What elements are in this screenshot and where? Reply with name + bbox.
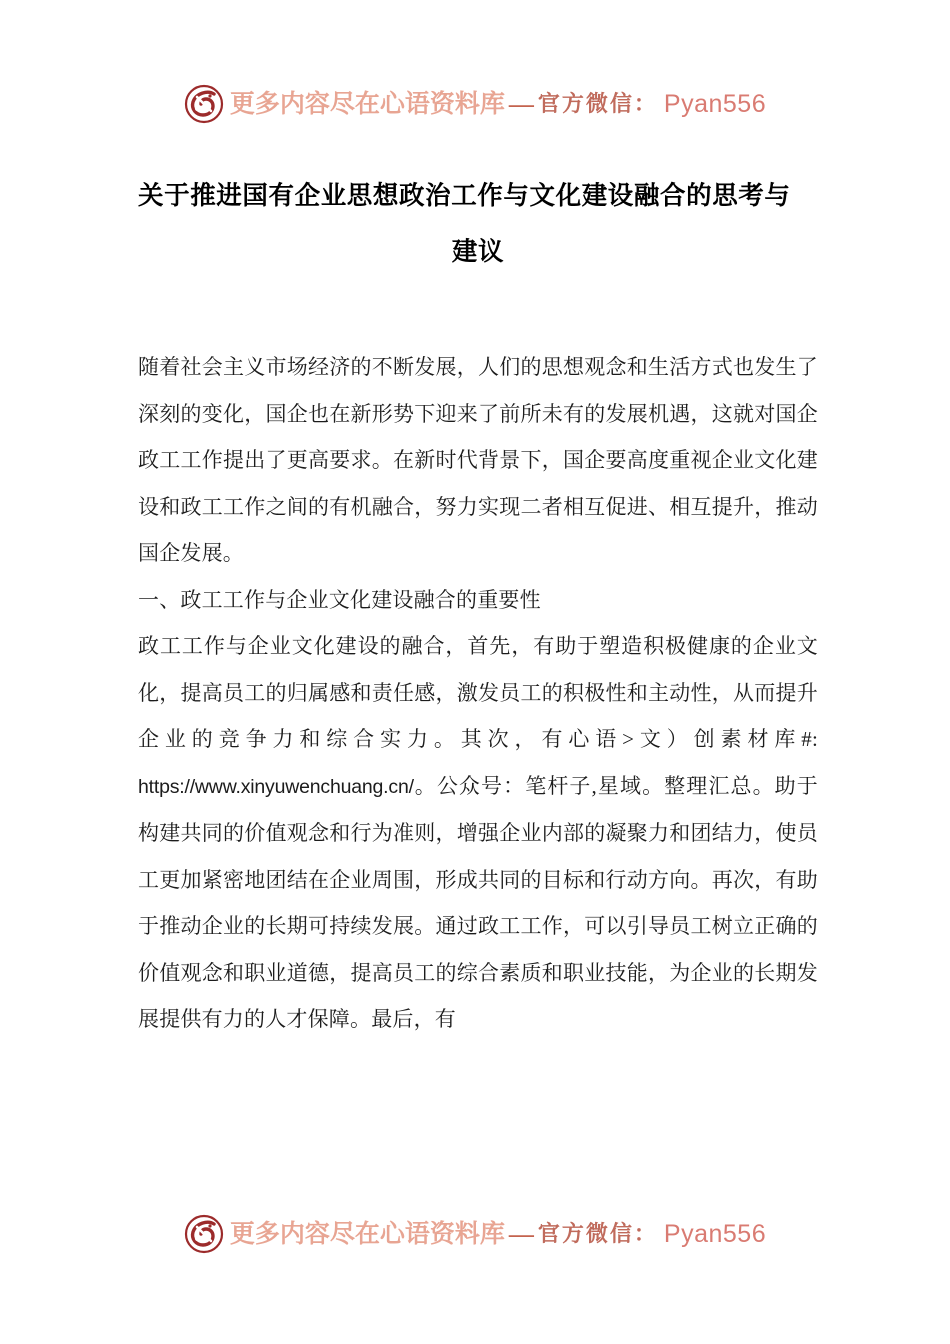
paragraph-importance-part-1: 政工工作与企业文化建设的融合，首先，有助于塑造积极健康的企业文化，提高员工的归属感和责任感，激发员工的积极性和主动性，从而提升企业的竞争力和综合实力。其次，有心语>文）创素材库#: xyxy=(138,634,818,752)
watermark-handle: Pyan556 xyxy=(663,89,767,118)
page-title-line-1: 关于推进国有企业思想政治工作与文化建设融合的思考与 xyxy=(138,182,791,210)
paragraph-importance-part-2: 。公众号：笔杆子,星域。整理汇总。助于构建共同的价值观念和行为准则，增强企业内部的凝聚力和团结力，使员工更加紧密地团结在企业周围，形成共同的目标和行动方向。再次，有助于推动企业的长期可持续发展。通过政工工作，可以引导员工树立正确的价值观念和职业道德，提高员工的综合素质和职业技能，为企业的长期发展提供有力的人才保障。最后，有 xyxy=(138,773,818,1032)
watermark-footer xyxy=(0,1214,950,1254)
swirl-emblem-icon xyxy=(184,1214,224,1254)
document-body xyxy=(138,344,818,1043)
swirl-emblem-icon xyxy=(184,84,224,124)
watermark-sub-text: 官方微信： xyxy=(537,1221,658,1246)
watermark-header xyxy=(0,84,950,124)
watermark-main-text: 更多内容尽在心语资料库 xyxy=(229,1220,505,1248)
source-url-text: https://www.xinyuwenchuang.cn/ xyxy=(138,775,414,798)
watermark-dash: — xyxy=(508,90,534,118)
document-content xyxy=(138,168,818,1043)
watermark-handle: Pyan556 xyxy=(663,1219,767,1248)
page-title xyxy=(138,168,818,280)
paragraph-intro: 随着社会主义市场经济的不断发展，人们的思想观念和生活方式也发生了深刻的变化，国企也在新形势下迎来了前所未有的发展机遇，这就对国企政工工作提出了更高要求。在新时代背景下，国企要高度重视企业文化建设和政工工作之间的有机融合，努力实现二者相互促进、相互提升，推动国企发展。 xyxy=(138,355,818,566)
section-heading-1: 一、政工工作与企业文化建设融合的重要性 xyxy=(138,587,541,612)
watermark-sub-text: 官方微信： xyxy=(537,91,658,116)
watermark-main-text: 更多内容尽在心语资料库 xyxy=(229,90,505,118)
paragraph-importance xyxy=(138,623,818,1043)
page-title-line-2: 建议 xyxy=(451,238,505,267)
watermark-dash: — xyxy=(508,1220,534,1248)
